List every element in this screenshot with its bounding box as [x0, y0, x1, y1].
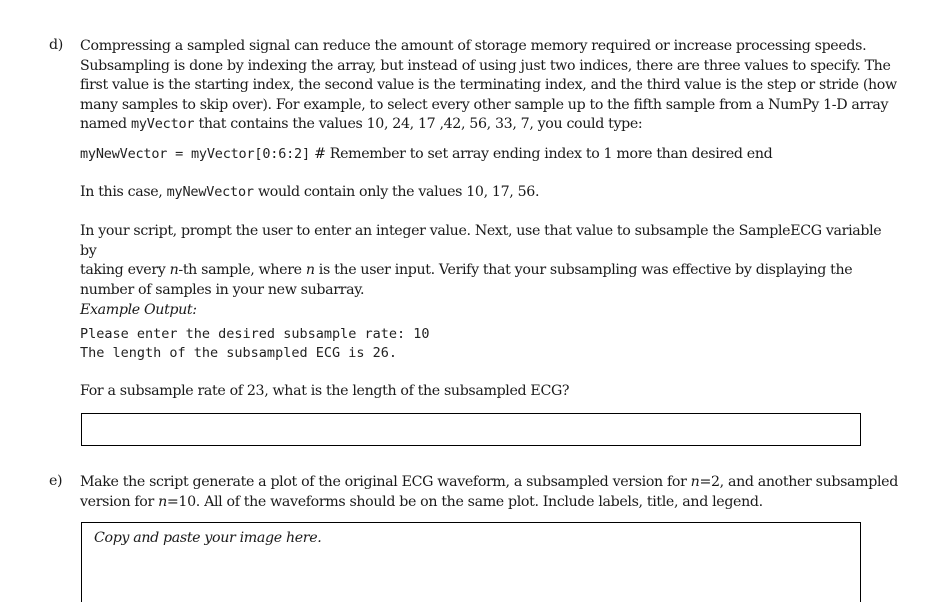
image-placeholder-text: Copy and paste your image here.: [94, 530, 322, 546]
output-line: Please enter the desired subsample rate: 10: [80, 326, 430, 342]
var-n: n: [690, 474, 700, 490]
part-d-marker: d): [49, 37, 63, 53]
example-output-label: Example Output:: [80, 302, 197, 318]
var-n: n: [169, 262, 179, 278]
intro-line: [80, 115, 900, 135]
example-code: myNewVector = myVector[0:6:2]: [80, 146, 310, 162]
instruction-text: =10. All of the waveforms should be on the same plot. Include labels, title, and legend.: [166, 493, 763, 510]
task-line: In your script, prompt the user to enter an integer value. Next, use that value to subsample the SampleECG variable by: [80, 223, 882, 259]
example-comment: # Remember to set array ending index to 1 more than desired end: [309, 146, 773, 162]
inline-code: myVector: [130, 116, 195, 132]
image-paste-area[interactable]: [81, 522, 861, 602]
instruction-line: [80, 473, 900, 493]
part-d-intro: [80, 37, 900, 135]
task-text: is the user input. Verify that your subsampling was effective by displaying the: [314, 262, 853, 278]
task-paragraph: [80, 222, 900, 300]
intro-line: many samples to skip over). For example, to select every other sample up to the fifth sample from a NumPy 1-D array: [80, 96, 889, 113]
instruction-text: Make the script generate a plot of the original ECG waveform, a subsampled version for: [80, 474, 691, 490]
result-text: In this case,: [80, 184, 167, 200]
var-n: n: [158, 493, 167, 510]
part-e-marker: e): [49, 473, 63, 489]
part-e-instructions: [80, 473, 900, 512]
result-line: [80, 183, 900, 203]
task-line: [80, 261, 900, 281]
instruction-text: version for: [80, 493, 159, 510]
output-line: The length of the subsampled ECG is 26.: [80, 345, 397, 361]
instruction-line: [80, 493, 900, 513]
answer-input[interactable]: [81, 413, 861, 446]
intro-text: that contains the values 10, 24, 17 ,42, 56, 33, 7, you could type:: [194, 116, 643, 132]
task-text: taking every: [80, 262, 170, 278]
intro-line: first value is the starting index, the second value is the terminating index, and the third value is the step or stride (how: [80, 77, 897, 93]
task-text: -th sample, where: [178, 262, 306, 278]
intro-line: Subsampling is done by indexing the array, but instead of using just two indices, there are three values to specify. The: [80, 57, 891, 74]
instruction-text: =2, and another subsampled: [699, 474, 898, 490]
result-text: would contain only the values 10, 17, 56.: [253, 184, 540, 200]
intro-text: named: [80, 116, 131, 132]
inline-code: myNewVector: [166, 184, 254, 200]
intro-line: Compressing a sampled signal can reduce the amount of storage memory required or increase processing speeds.: [80, 38, 867, 54]
example-code-line: [80, 145, 900, 165]
question-text: For a subsample rate of 23, what is the length of the subsampled ECG?: [80, 383, 570, 399]
task-line: number of samples in your new subarray.: [80, 281, 365, 298]
var-n: n: [305, 262, 315, 278]
